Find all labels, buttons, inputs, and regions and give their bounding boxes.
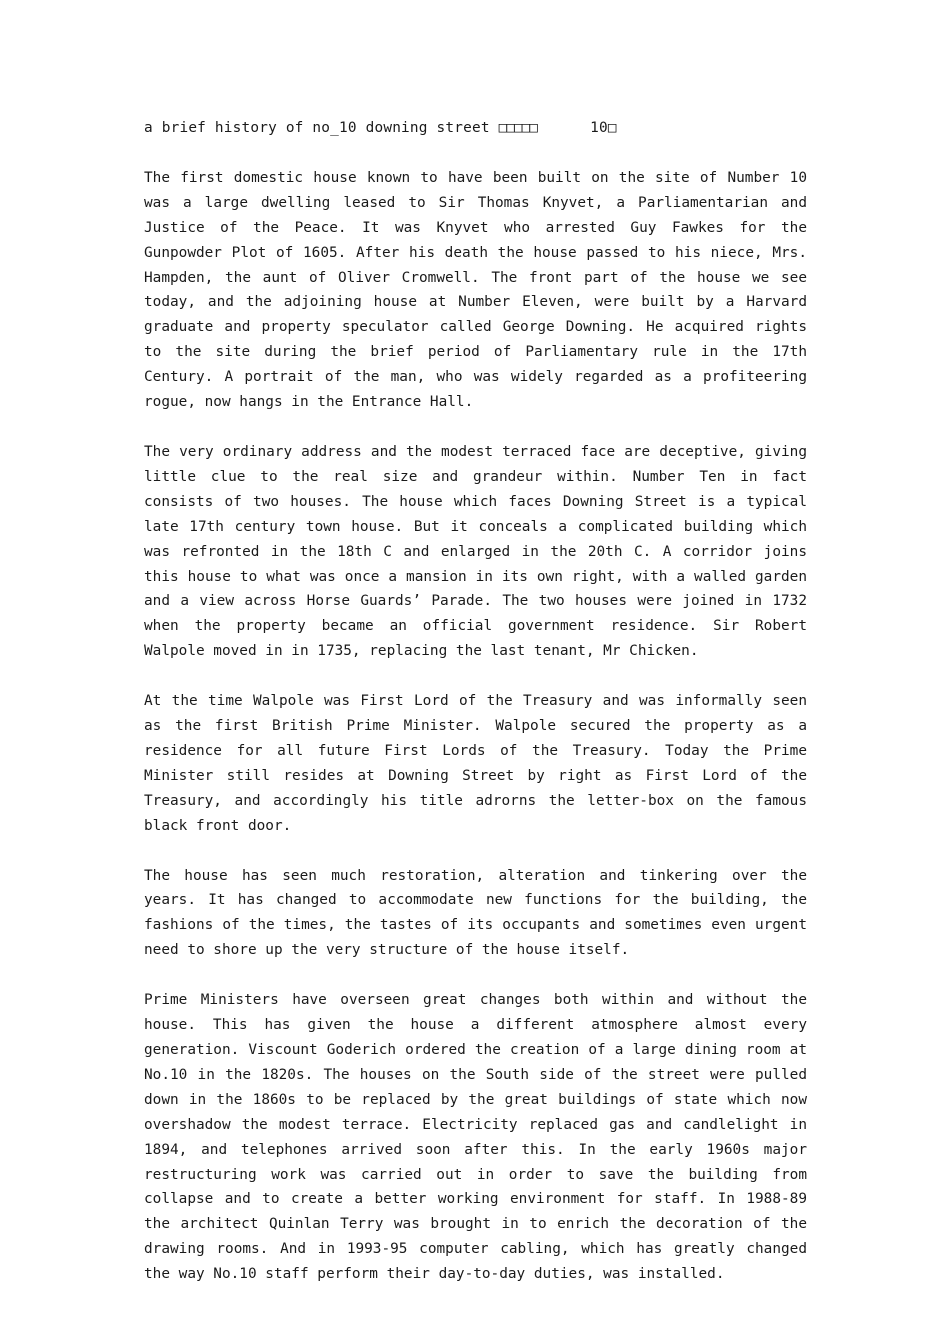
paragraph-address: The very ordinary address and the modest terraced face are deceptive, giving little clue to the real size and grandeur within. Number Ten in fact consists of two houses. The house which faces Downing Street is a typical late 17th century town house. But it conceals a complicated building which was refronted in the 18th C and enlarged in the 20th C. A corridor joins this house to what was once a mansion in its own right, with a walled garden and a view across Horse Guards’ Parade. The two houses were joined in 1732 when the property became an official government residence. Sir Robert Walpole moved in in 1735, replacing the last tenant, Mr Chicken. <box>144 443 807 660</box>
paragraph-origins: The first domestic house known to have been built on the site of Number 10 was a large dwelling leased to Sir Thomas Knyvet, a Parliamentarian and Justice of the Peace. It was Knyvet who arrested Guy Fawkes for the Gunpowder Plot of 1605. After his death the house passed to his niece, Mrs. Hampden, the aunt of Oliver Cromwell. The front part of the house we see today, and the adjoining house at Number Eleven, were built by a Harvard graduate and property speculator called George Downing. He acquired rights to the site during the brief period of Parliamentary rule in the 17th Century. A portrait of the man, who was widely regarded as a profiteering rogue, now hangs in the Entrance Hall. <box>144 169 807 411</box>
document-page <box>144 116 807 1312</box>
title-suffix: 10□ <box>590 120 617 136</box>
paragraph-walpole: At the time Walpole was First Lord of the Treasury and was informally seen as the first British Prime Minister. Walpole secured the property as a residence for all future First Lords of the Treasury. Today the Prime Minister still resides at Downing Street by right as First Lord of the Treasury, and accordingly his title adrorns the letter-box on the famous black front door. <box>144 693 807 834</box>
paragraph-changes: Prime Ministers have overseen great changes both within and without the house. This has given the house a different atmosphere almost every generation. Viscount Goderich ordered the creation of a large dining room at No.10 in the 1820s. The houses on the South side of the street were pulled down in the 1860s to be replaced by the great buildings of state which now overshadow the modest terrace. Electricity replaced gas and candlelight in 1894, and telephones arrived soon after this. In the early 1960s major restructuring work was carried out in order to save the building from collapse and to create a better working environment for staff. In 1988-89 the architect Quinlan Terry was brought in to enrich the decoration of the drawing rooms. And in 1993-95 computer cabling, which has greatly changed the way No.10 staff perform their day-to-day duties, was installed. <box>144 992 807 1283</box>
title-main: a brief history of no_10 downing street <box>144 120 490 136</box>
document-title <box>144 116 807 141</box>
paragraph-restoration: The house has seen much restoration, alteration and tinkering over the years. It has changed to accommodate new functions for the building, the fashions of the times, the tastes of its occupants and sometimes even urgent need to shore up the very structure of the house itself. <box>144 867 807 959</box>
title-garbled-text: □□□□□ <box>498 120 537 136</box>
